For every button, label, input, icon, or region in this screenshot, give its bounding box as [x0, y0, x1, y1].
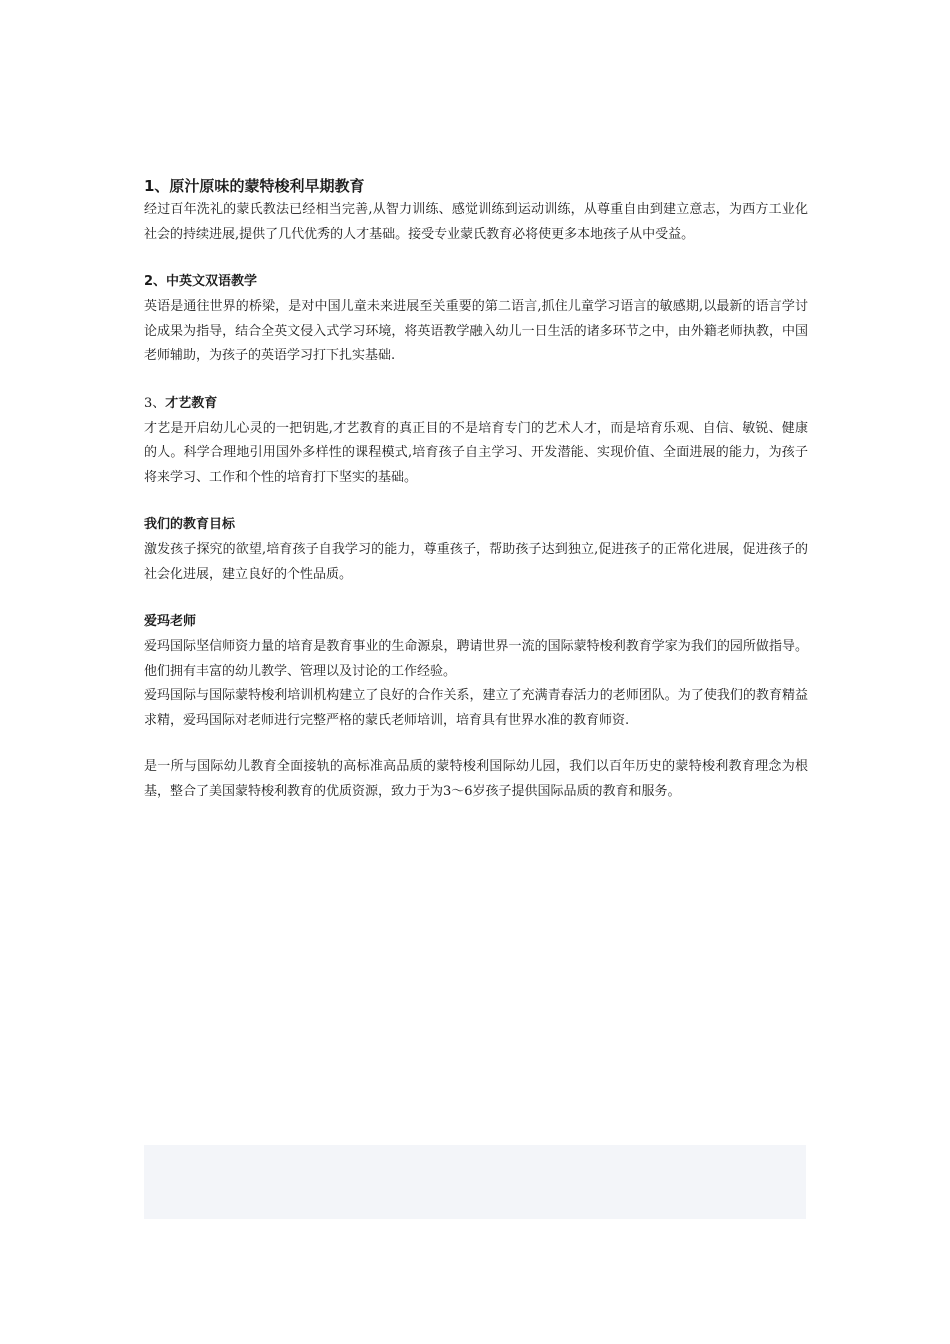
- section-paragraph: 是一所与国际幼儿教育全面接轨的高标准高品质的蒙特梭利国际幼儿园，我们以百年历史的蒙特梭利教育理念为根基，整合了美国蒙特梭利教育的优质资源，致力于为3～6岁孩子提供国际品质的教育和服务。: [144, 759, 808, 799]
- section-arts: [144, 391, 808, 491]
- section-paragraph: 爱玛国际与国际蒙特梭利培训机构建立了良好的合作关系，建立了充满青春活力的老师团队。为了使我们的教育精益求精，爱玛国际对老师进行完整严格的蒙氏老师培训，培育具有世界水准的教育师资.: [144, 688, 808, 728]
- section-bilingual: [144, 269, 808, 369]
- section-paragraph: 经过百年洗礼的蒙氏教法已经相当完善,从智力训练、感觉训练到运动训练，从尊重自由到建立意志，为西方工业化社会的持续进展,提供了几代优秀的人才基础。接受专业蒙氏教育必将使更多本地孩子从中受益。: [144, 202, 808, 242]
- document-body: [144, 174, 808, 826]
- footer-box: [144, 1145, 806, 1219]
- heading-number: 3、: [144, 395, 166, 411]
- section-montessori: [144, 174, 808, 247]
- section-paragraph: 英语是通往世界的桥梁，是对中国儿童未来进展至关重要的第二语言,抓住儿童学习语言的敏感期,以最新的语言学讨论成果为指导，结合全英文侵入式学习环境，将英语教学融入幼儿一日生活的诸多环节之中，由外籍老师执教，中国老师辅助，为孩子的英语学习打下扎实基础.: [144, 299, 808, 363]
- section-heading: 爱玛老师: [144, 614, 197, 629]
- section-heading: [144, 391, 808, 417]
- section-summary: [144, 755, 808, 804]
- section-paragraph: 爱玛国际坚信师资力量的培育是教育事业的生命源泉，聘请世界一流的国际蒙特梭利教育学家为我们的园所做指导。他们拥有丰富的幼儿教学、管理以及讨论的工作经验。: [144, 639, 808, 679]
- section-heading: 2、中英文双语教学: [144, 274, 258, 289]
- section-paragraph: 激发孩子探究的欲望,培育孩子自我学习的能力，尊重孩子，帮助孩子达到独立,促进孩子的正常化进展，促进孩子的社会化进展，建立良好的个性品质。: [144, 542, 808, 582]
- section-teachers: [144, 609, 808, 733]
- section-heading: 我们的教育目标: [144, 517, 236, 532]
- section-paragraph: 才艺是开启幼儿心灵的一把钥匙,才艺教育的真正目的不是培育专门的艺术人才，而是培育乐观、自信、敏锐、健康的人。科学合理地引用国外多样性的课程模式,培育孩子自主学习、开发潜能、实现价值、全面进展的能力，为孩子将来学习、工作和个性的培育打下坚实的基础。: [144, 420, 808, 485]
- section-goals: [144, 512, 808, 587]
- section-heading: 1、原汁原味的蒙特梭利早期教育: [144, 177, 365, 195]
- heading-text: 才艺教育: [165, 395, 218, 411]
